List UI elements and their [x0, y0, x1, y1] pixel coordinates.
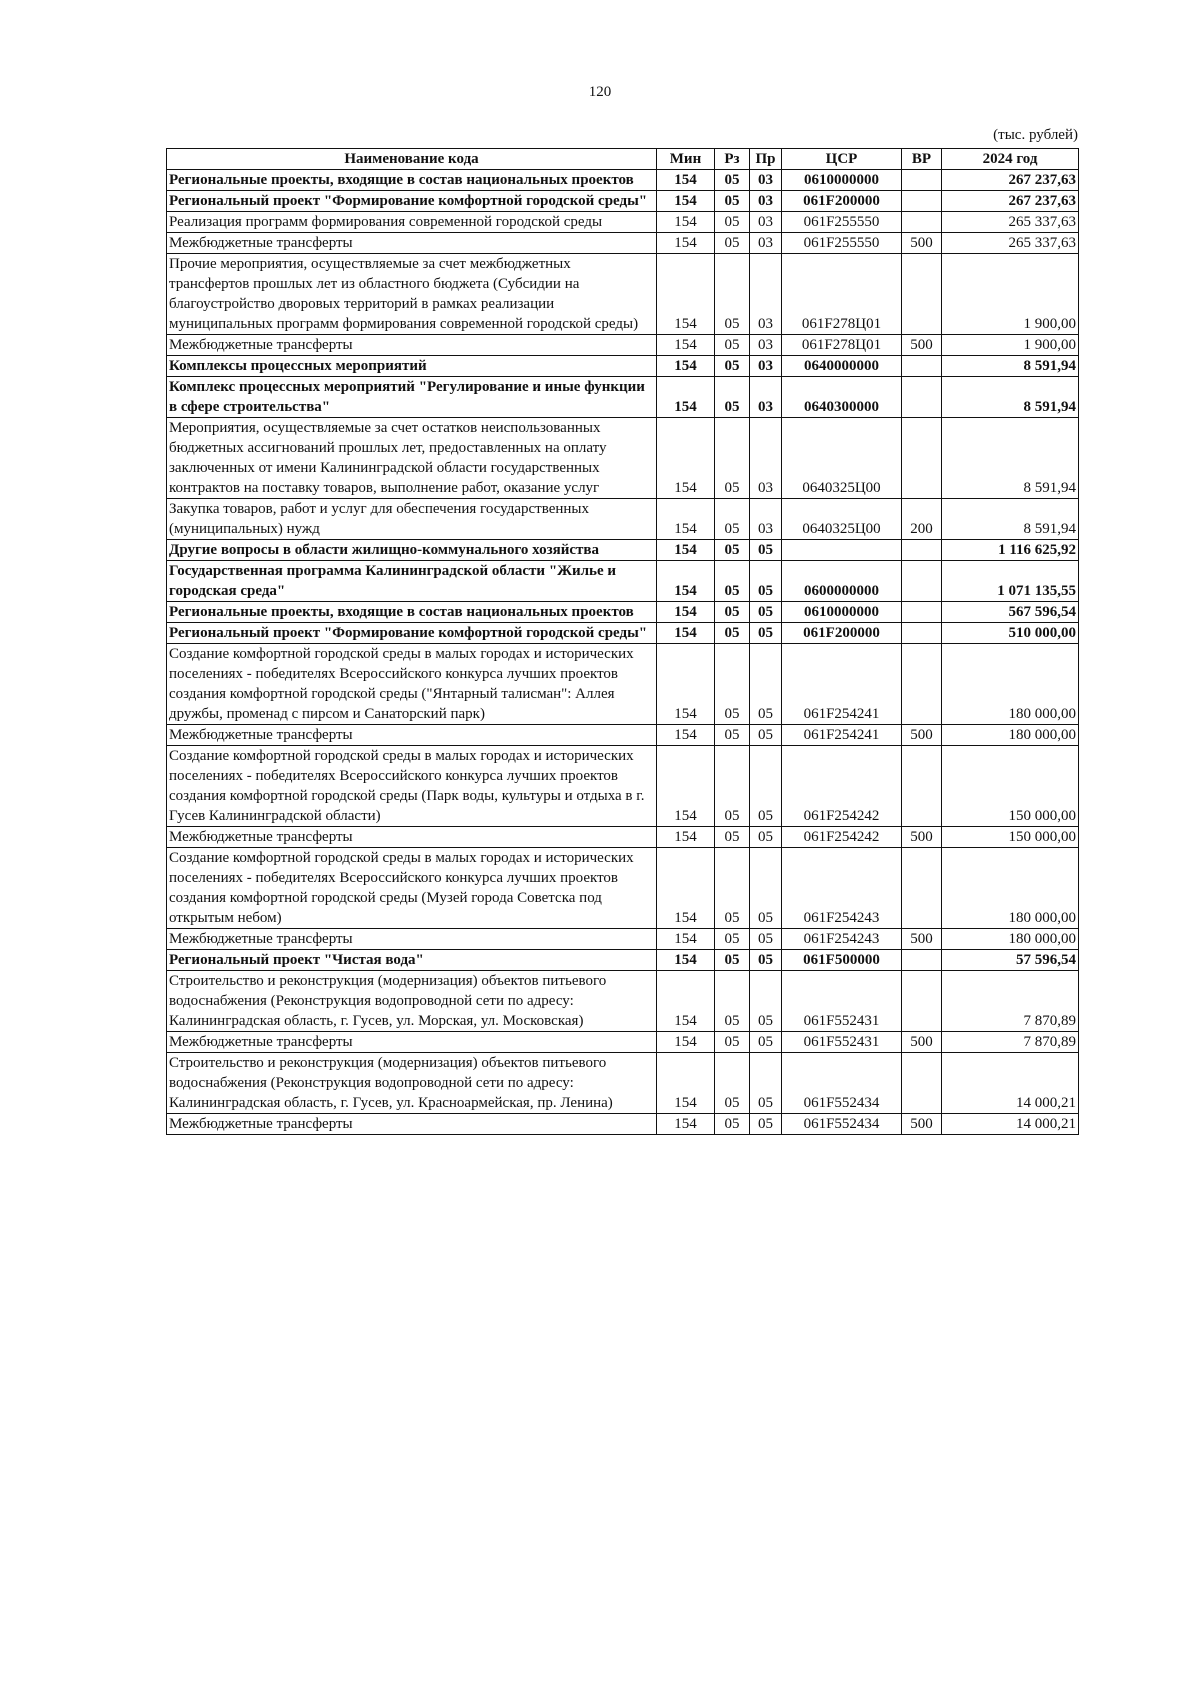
table-cell-vr [902, 170, 942, 191]
table-cell-pr: 05 [750, 848, 782, 929]
table-cell-vr [902, 377, 942, 418]
table-cell-vr [902, 1053, 942, 1114]
table-cell-pr: 05 [750, 827, 782, 848]
table-row [167, 561, 1079, 602]
table-cell-csr: 061F254242 [782, 827, 902, 848]
budget-table [166, 148, 1079, 1135]
table-cell-csr: 061F200000 [782, 191, 902, 212]
table-cell-min: 154 [657, 950, 715, 971]
table-cell-csr [782, 540, 902, 561]
table-cell-csr: 061F552434 [782, 1053, 902, 1114]
table-cell-vr [902, 644, 942, 725]
table-cell-name: Межбюджетные трансферты [167, 929, 657, 950]
table-cell-rz: 05 [715, 254, 750, 335]
table-cell-name: Межбюджетные трансферты [167, 335, 657, 356]
table-cell-vr [902, 746, 942, 827]
table-cell-min: 154 [657, 1114, 715, 1135]
table-cell-name: Закупка товаров, работ и услуг для обеспечения государственных (муниципальных) нужд [167, 499, 657, 540]
table-cell-pr: 05 [750, 644, 782, 725]
table-cell-sum: 267 237,63 [942, 170, 1079, 191]
table-cell-sum: 1 900,00 [942, 254, 1079, 335]
table-cell-vr: 200 [902, 499, 942, 540]
table-cell-name: Региональный проект "Формирование комфортной городской среды" [167, 191, 657, 212]
table-cell-rz: 05 [715, 170, 750, 191]
table-cell-vr [902, 191, 942, 212]
table-cell-sum: 180 000,00 [942, 644, 1079, 725]
table-cell-name: Реализация программ формирования современной городской среды [167, 212, 657, 233]
table-cell-csr: 0640300000 [782, 377, 902, 418]
table-cell-rz: 05 [715, 377, 750, 418]
header-rz: Рз [715, 149, 750, 170]
table-cell-vr [902, 971, 942, 1032]
table-cell-pr: 05 [750, 1032, 782, 1053]
table-cell-csr: 0610000000 [782, 170, 902, 191]
table-cell-min: 154 [657, 602, 715, 623]
table-cell-rz: 05 [715, 746, 750, 827]
header-csr: ЦСР [782, 149, 902, 170]
table-cell-name: Межбюджетные трансферты [167, 233, 657, 254]
table-cell-min: 154 [657, 418, 715, 499]
table-cell-rz: 05 [715, 540, 750, 561]
table-cell-pr: 03 [750, 170, 782, 191]
table-cell-sum: 567 596,54 [942, 602, 1079, 623]
header-year: 2024 год [942, 149, 1079, 170]
table-cell-csr: 061F254241 [782, 644, 902, 725]
header-name: Наименование кода [167, 149, 657, 170]
table-cell-sum: 265 337,63 [942, 212, 1079, 233]
table-row [167, 418, 1079, 499]
table-cell-csr: 061F254241 [782, 725, 902, 746]
table-cell-min: 154 [657, 929, 715, 950]
table-cell-min: 154 [657, 848, 715, 929]
table-cell-vr: 500 [902, 827, 942, 848]
table-cell-min: 154 [657, 254, 715, 335]
table-cell-csr: 061F500000 [782, 950, 902, 971]
table-cell-sum: 150 000,00 [942, 827, 1079, 848]
table-cell-csr: 061F200000 [782, 623, 902, 644]
table-cell-csr: 061F278Ц01 [782, 254, 902, 335]
table-cell-csr: 061F552434 [782, 1114, 902, 1135]
table-cell-rz: 05 [715, 725, 750, 746]
table-cell-rz: 05 [715, 212, 750, 233]
table-cell-sum: 14 000,21 [942, 1114, 1079, 1135]
table-row [167, 950, 1079, 971]
table-cell-pr: 03 [750, 335, 782, 356]
table-cell-pr: 05 [750, 971, 782, 1032]
table-cell-rz: 05 [715, 356, 750, 377]
table-cell-sum: 180 000,00 [942, 725, 1079, 746]
header-pr: Пр [750, 149, 782, 170]
table-cell-rz: 05 [715, 1053, 750, 1114]
table-cell-sum: 7 870,89 [942, 1032, 1079, 1053]
table-cell-min: 154 [657, 191, 715, 212]
table-row [167, 1053, 1079, 1114]
table-cell-rz: 05 [715, 827, 750, 848]
table-cell-csr: 0600000000 [782, 561, 902, 602]
table-cell-pr: 05 [750, 746, 782, 827]
table-cell-pr: 05 [750, 1114, 782, 1135]
table-cell-name: Региональные проекты, входящие в состав национальных проектов [167, 170, 657, 191]
table-cell-min: 154 [657, 377, 715, 418]
table-cell-pr: 03 [750, 377, 782, 418]
table-cell-pr: 05 [750, 929, 782, 950]
table-cell-pr: 05 [750, 561, 782, 602]
header-min: Мин [657, 149, 715, 170]
table-cell-csr: 061F255550 [782, 212, 902, 233]
table-cell-pr: 03 [750, 191, 782, 212]
table-cell-pr: 03 [750, 212, 782, 233]
table-cell-sum: 8 591,94 [942, 377, 1079, 418]
table-cell-min: 154 [657, 971, 715, 1032]
table-cell-csr: 0640325Ц00 [782, 418, 902, 499]
table-cell-csr: 061F552431 [782, 1032, 902, 1053]
table-cell-min: 154 [657, 561, 715, 602]
table-cell-name: Комплексы процессных мероприятий [167, 356, 657, 377]
table-cell-vr [902, 561, 942, 602]
table-cell-min: 154 [657, 335, 715, 356]
table-row [167, 233, 1079, 254]
table-cell-vr: 500 [902, 1032, 942, 1053]
table-cell-min: 154 [657, 746, 715, 827]
table-cell-sum: 1 900,00 [942, 335, 1079, 356]
table-row [167, 377, 1079, 418]
table-row [167, 170, 1079, 191]
table-cell-min: 154 [657, 212, 715, 233]
table-row [167, 602, 1079, 623]
table-cell-min: 154 [657, 644, 715, 725]
table-cell-csr: 061F278Ц01 [782, 335, 902, 356]
table-cell-csr: 061F254243 [782, 929, 902, 950]
table-cell-name: Межбюджетные трансферты [167, 1114, 657, 1135]
table-cell-pr: 05 [750, 623, 782, 644]
table-cell-sum: 267 237,63 [942, 191, 1079, 212]
table-row [167, 848, 1079, 929]
table-cell-rz: 05 [715, 644, 750, 725]
table-cell-name: Государственная программа Калининградской области "Жилье и городская среда" [167, 561, 657, 602]
table-cell-rz: 05 [715, 950, 750, 971]
table-cell-vr [902, 254, 942, 335]
table-row [167, 212, 1079, 233]
table-cell-vr [902, 540, 942, 561]
table-cell-name: Комплекс процессных мероприятий "Регулирование и иные функции в сфере строительства" [167, 377, 657, 418]
table-cell-min: 154 [657, 540, 715, 561]
table-cell-pr: 05 [750, 1053, 782, 1114]
table-cell-vr [902, 602, 942, 623]
table-cell-name: Создание комфортной городской среды в малых городах и исторических поселениях - победителях Всероссийского конкурса лучших проектов создания комфортной городской среды (Парк воды, культуры и отдыха в г. Гусев Калининградской области) [167, 746, 657, 827]
table-cell-csr: 0610000000 [782, 602, 902, 623]
table-cell-vr [902, 356, 942, 377]
table-cell-name: Региональный проект "Чистая вода" [167, 950, 657, 971]
table-cell-min: 154 [657, 1032, 715, 1053]
table-cell-name: Прочие мероприятия, осуществляемые за счет межбюджетных трансфертов прошлых лет из областного бюджета (Субсидии на благоустройство дворовых территорий в рамках реализации муниципальных программ формирования современной городской среды) [167, 254, 657, 335]
table-cell-vr: 500 [902, 233, 942, 254]
table-cell-sum: 57 596,54 [942, 950, 1079, 971]
table-cell-name: Региональные проекты, входящие в состав национальных проектов [167, 602, 657, 623]
table-header-row [167, 149, 1079, 170]
table-cell-csr: 0640325Ц00 [782, 499, 902, 540]
table-cell-name: Межбюджетные трансферты [167, 725, 657, 746]
table-cell-rz: 05 [715, 499, 750, 540]
table-cell-pr: 05 [750, 602, 782, 623]
table-cell-sum: 150 000,00 [942, 746, 1079, 827]
table-row [167, 644, 1079, 725]
table-cell-rz: 05 [715, 602, 750, 623]
table-cell-name: Межбюджетные трансферты [167, 1032, 657, 1053]
table-cell-sum: 265 337,63 [942, 233, 1079, 254]
table-cell-sum: 1 116 625,92 [942, 540, 1079, 561]
table-row [167, 254, 1079, 335]
table-cell-name: Строительство и реконструкция (модернизация) объектов питьевого водоснабжения (Реконструкция водопроводной сети по адресу: Калининградская область, г. Гусев, ул. Красноармейская, пр. Ленина) [167, 1053, 657, 1114]
table-cell-vr [902, 418, 942, 499]
table-cell-vr [902, 623, 942, 644]
table-row [167, 827, 1079, 848]
table-cell-pr: 03 [750, 233, 782, 254]
header-vr: ВР [902, 149, 942, 170]
table-cell-rz: 05 [715, 561, 750, 602]
table-cell-min: 154 [657, 499, 715, 540]
table-cell-rz: 05 [715, 233, 750, 254]
table-cell-sum: 510 000,00 [942, 623, 1079, 644]
table-cell-sum: 1 071 135,55 [942, 561, 1079, 602]
table-cell-vr [902, 950, 942, 971]
table-cell-rz: 05 [715, 971, 750, 1032]
table-cell-min: 154 [657, 725, 715, 746]
table-cell-rz: 05 [715, 929, 750, 950]
table-row [167, 725, 1079, 746]
table-cell-sum: 7 870,89 [942, 971, 1079, 1032]
table-cell-sum: 8 591,94 [942, 499, 1079, 540]
table-cell-rz: 05 [715, 1114, 750, 1135]
table-cell-rz: 05 [715, 191, 750, 212]
table-row [167, 1032, 1079, 1053]
table-cell-name: Другие вопросы в области жилищно-коммунального хозяйства [167, 540, 657, 561]
table-row [167, 540, 1079, 561]
table-cell-name: Создание комфортной городской среды в малых городах и исторических поселениях - победителях Всероссийского конкурса лучших проектов создания комфортной городской среды ("Янтарный талисман": Аллея дружбы, променад с пирсом и Санаторский парк) [167, 644, 657, 725]
page-number: 120 [588, 84, 612, 100]
table-cell-sum: 8 591,94 [942, 356, 1079, 377]
table-cell-pr: 05 [750, 540, 782, 561]
table-row [167, 746, 1079, 827]
unit-note: (тыс. рублей) [993, 127, 1078, 143]
table-cell-min: 154 [657, 1053, 715, 1114]
table-cell-csr: 061F255550 [782, 233, 902, 254]
table-cell-rz: 05 [715, 418, 750, 499]
table-cell-min: 154 [657, 356, 715, 377]
table-cell-vr [902, 212, 942, 233]
table-cell-vr: 500 [902, 335, 942, 356]
table-cell-pr: 03 [750, 356, 782, 377]
table-cell-rz: 05 [715, 1032, 750, 1053]
table-row [167, 1114, 1079, 1135]
table-cell-sum: 180 000,00 [942, 848, 1079, 929]
table-cell-sum: 8 591,94 [942, 418, 1079, 499]
table-cell-pr: 05 [750, 950, 782, 971]
table-cell-csr: 061F552431 [782, 971, 902, 1032]
table-cell-name: Создание комфортной городской среды в малых городах и исторических поселениях - победителях Всероссийского конкурса лучших проектов создания комфортной городской среды (Музей города Советска под открытым небом) [167, 848, 657, 929]
table-cell-rz: 05 [715, 848, 750, 929]
table-row [167, 623, 1079, 644]
table-cell-csr: 061F254243 [782, 848, 902, 929]
table-row [167, 191, 1079, 212]
table-row [167, 356, 1079, 377]
table-cell-vr: 500 [902, 725, 942, 746]
table-cell-pr: 03 [750, 499, 782, 540]
table-row [167, 971, 1079, 1032]
table-cell-min: 154 [657, 827, 715, 848]
table-cell-vr: 500 [902, 1114, 942, 1135]
table-cell-name: Межбюджетные трансферты [167, 827, 657, 848]
table-cell-pr: 05 [750, 725, 782, 746]
table-cell-rz: 05 [715, 623, 750, 644]
table-cell-min: 154 [657, 233, 715, 254]
table-row [167, 335, 1079, 356]
table-row [167, 499, 1079, 540]
table-cell-rz: 05 [715, 335, 750, 356]
table-cell-sum: 180 000,00 [942, 929, 1079, 950]
table-cell-name: Региональный проект "Формирование комфортной городской среды" [167, 623, 657, 644]
table-cell-min: 154 [657, 170, 715, 191]
table-row [167, 929, 1079, 950]
table-cell-name: Мероприятия, осуществляемые за счет остатков неиспользованных бюджетных ассигнований прошлых лет, предоставленных на оплату заключенных от имени Калининградской области государственных контрактов на поставку товаров, выполнение работ, оказание услуг [167, 418, 657, 499]
table-cell-vr: 500 [902, 929, 942, 950]
table-cell-min: 154 [657, 623, 715, 644]
table-cell-vr [902, 848, 942, 929]
table-cell-name: Строительство и реконструкция (модернизация) объектов питьевого водоснабжения (Реконструкция водопроводной сети по адресу: Калининградская область, г. Гусев, ул. Морская, ул. Московская) [167, 971, 657, 1032]
table-cell-csr: 0640000000 [782, 356, 902, 377]
table-cell-pr: 03 [750, 418, 782, 499]
table-cell-sum: 14 000,21 [942, 1053, 1079, 1114]
table-cell-pr: 03 [750, 254, 782, 335]
table-cell-csr: 061F254242 [782, 746, 902, 827]
